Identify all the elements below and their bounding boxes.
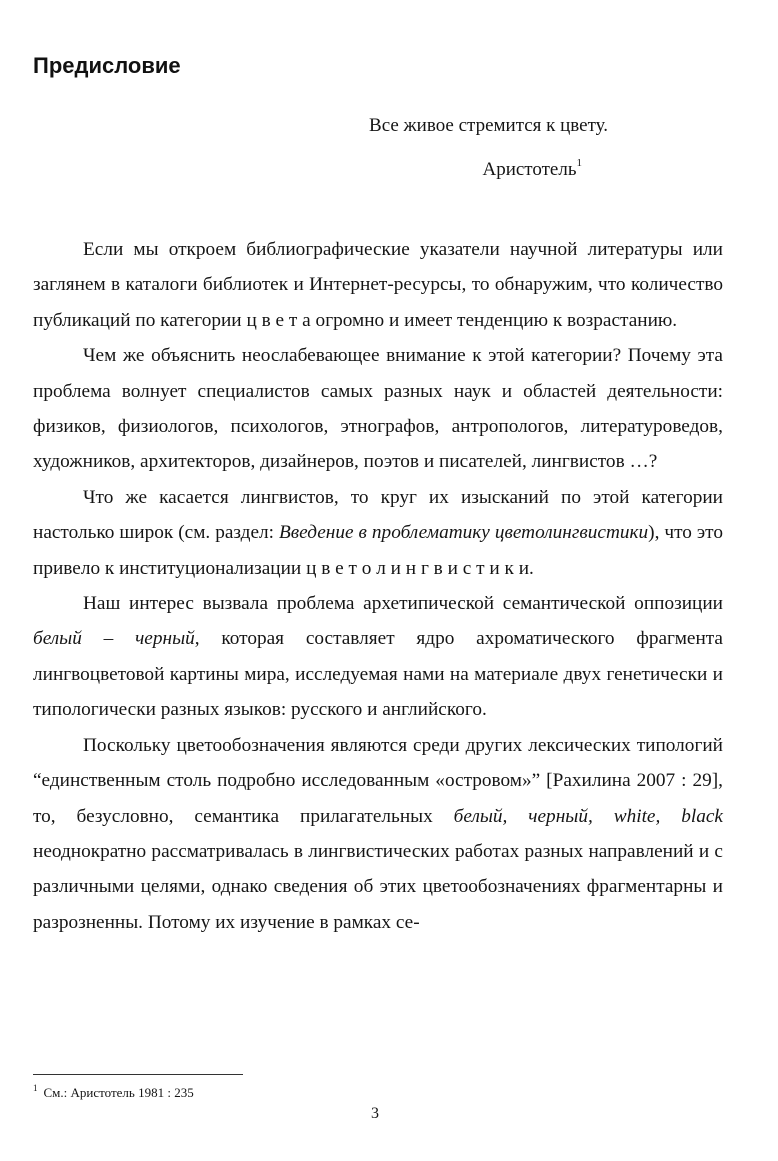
chapter-heading: Предисловие — [33, 53, 181, 78]
footnote-reference: 1 — [576, 157, 582, 169]
epigraph-author-name: Аристотель — [482, 159, 577, 180]
paragraph-3-text-a: Что же касается лингвистов, то круг их изысканий по этой категории настолько широк (см. раздел: — [33, 486, 723, 544]
paragraph-5-text-a: Поскольку цветообозначения являются среди других лексических типологий “единственным столь подробно исследованным «островом»” [Рахилина 2007 : 29], то, безусловно, семантика прилагательных — [33, 734, 723, 827]
paragraph-4-italic: белый – черный — [33, 628, 195, 650]
body-text — [33, 232, 723, 940]
spaced-term-color: ц в е т а — [246, 309, 311, 331]
footnote-text: См.: Аристотель 1981 : 235 — [43, 1085, 194, 1100]
footnote-mark: 1 — [33, 1083, 38, 1093]
paragraph-3 — [33, 480, 723, 586]
paragraph-4-text-a: Наш интерес вызвала проблема архетипической семантической оппозиции — [83, 593, 723, 615]
paragraph-5 — [33, 728, 723, 940]
footnote — [33, 1085, 194, 1101]
paragraph-4 — [33, 586, 723, 728]
epigraph-quote-text: Все живое стремится к цвету. — [369, 115, 608, 136]
footnote-divider — [33, 1074, 243, 1075]
paragraph-2: Чем же объяснить неослабевающее внимание к этой категории? Почему эта проблема волнует специалистов самых разных наук и областей деятельности: физиков, физиологов, психологов, этнографов, антропологов, литературоведов, художников, архитекторов, дизайнеров, поэтов и писателей, лингвистов …? — [33, 345, 723, 473]
epigraph-author — [330, 158, 582, 182]
paragraph-1 — [33, 232, 723, 338]
paragraph-5-italic: белый, черный, white, black — [453, 805, 723, 827]
paragraph-1-text-a: Если мы откроем библиографические указатели научной литературы или заглянем в каталоги библиотек и Интернет-ресурсы, то обнаружим, что количество публикаций по категории — [33, 239, 723, 331]
paragraph-3-text-b: ), что это привело к институционализации — [33, 522, 723, 579]
paragraph-3-italic: Введение в проблематику цветолингвистики — [279, 522, 649, 544]
epigraph-quote — [330, 114, 608, 138]
paragraph-1-text-b: огромно и имеет тенденцию к возрастанию. — [315, 309, 678, 331]
spaced-term-colorlinguistics: ц в е т о л и н г в и с т и к и — [306, 557, 530, 579]
paragraph-4-text-b: , которая составляет ядро ахроматического фрагмента лингвоцветовой картины мира, исследуемая нами на материале двух генетически и типологически разных языков: русского и английского. — [33, 628, 723, 721]
paragraph-5-text-b: неоднократно рассматривалась в лингвистических работах разных направлений и с различными целями, однако сведения об этих цветообозначениях фрагментарны и разрозненны. Потому их изучение в рамках се- — [33, 840, 723, 933]
page-number: 3 — [371, 1105, 379, 1122]
paragraph-3-end: . — [529, 557, 534, 579]
